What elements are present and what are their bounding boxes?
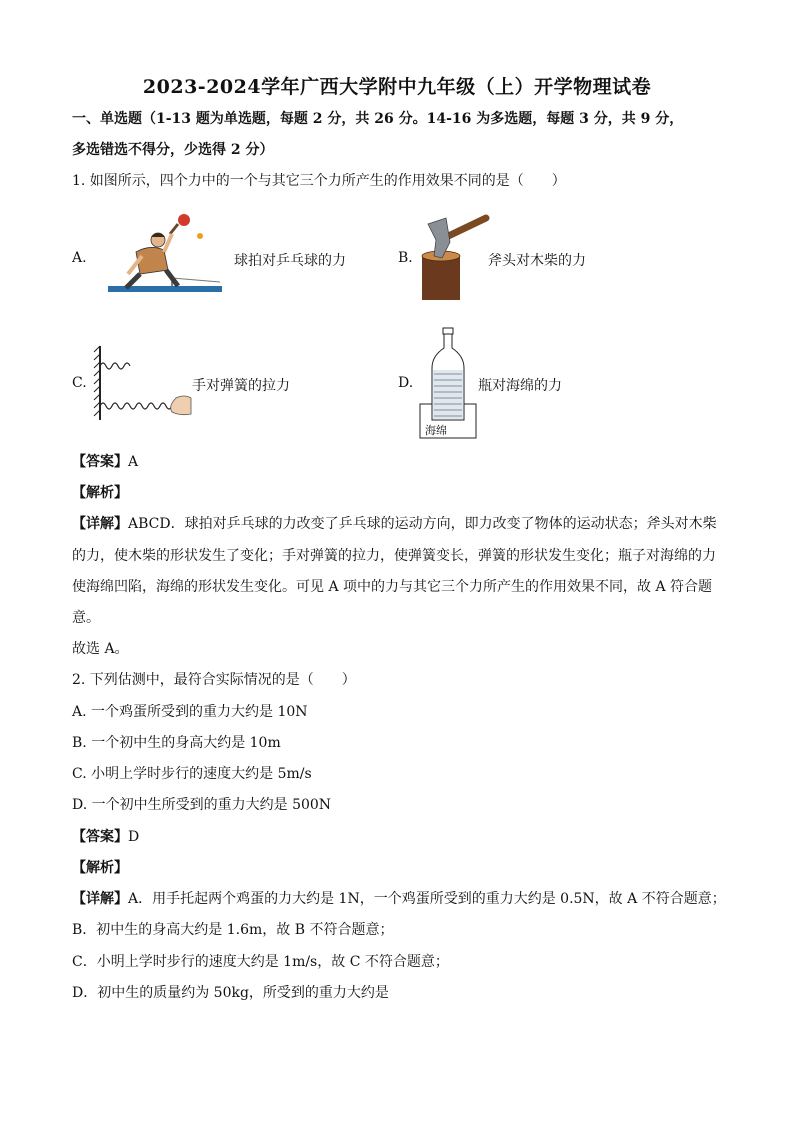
q2-detail-line-4: D．初中生的质量约为 50kg，所受到的重力大约是 — [72, 985, 389, 1001]
detail-label: 【详解】 — [72, 891, 128, 907]
page-title: 2023-2024学年广西大学附中九年级（上）开学物理试卷 — [142, 76, 652, 98]
question-2-stem: 2. 下列估测中，最符合实际情况的是（ ） — [72, 672, 356, 688]
answer-label: 【答案】 — [72, 829, 128, 845]
sponge-label: 海绵 — [425, 424, 447, 437]
option-a-caption: 球拍对乒乓球的力 — [234, 253, 346, 269]
table-tennis-player-icon — [106, 212, 224, 300]
question-2-option-b: B. 一个初中生的身高大约是 10m — [72, 735, 281, 751]
detail-text: ABCD．球拍对乒乓球的力改变了乒乓球的运动方向，即力改变了物体的运动状态；斧头对木柴 — [128, 516, 717, 532]
question-1-conclusion: 故选 A。 — [72, 641, 129, 657]
detail-line-1 — [72, 514, 722, 534]
detail-text: A．用手托起两个鸡蛋的力大约是 1N，一个鸡蛋所受到的重力大约是 0.5N，故 A 不符合题意； — [128, 891, 726, 907]
section-heading-line-2: 多选错选不得分，少选得 2 分） — [72, 142, 274, 158]
answer-label: 【答案】 — [72, 454, 128, 470]
answer-value: A — [128, 454, 139, 470]
question-1-stem: 1. 如图所示，四个力中的一个与其它三个力所产生的作用效果不同的是（ ） — [72, 173, 566, 189]
option-b-caption: 斧头对木柴的力 — [488, 253, 586, 269]
answer-value: D — [128, 829, 140, 845]
section-heading-line-1: 一、单选题（1-13 题为单选题，每题 2 分，共 26 分。14-16 为多选题，每题 3 分，共 9 分， — [72, 111, 684, 127]
option-b-letter: B. — [398, 250, 413, 266]
question-1-answer — [72, 452, 722, 472]
question-2-answer — [72, 827, 722, 847]
detail-label: 【详解】 — [72, 516, 128, 532]
axe-wood-icon — [416, 212, 496, 304]
question-2-option-d: D. 一个初中生所受到的重力大约是 500N — [72, 797, 332, 813]
detail-line-3: 使海绵凹陷，海绵的形状发生变化。可见 A 项中的力与其它三个力所产生的作用效果不同，故 A 符合题 — [72, 579, 713, 595]
detail-line-4: 意。 — [72, 610, 100, 626]
question-2-option-c: C. 小明上学时步行的速度大约是 5m/s — [72, 766, 312, 782]
option-d-caption: 瓶对海绵的力 — [478, 378, 562, 394]
spring-hand-icon — [92, 342, 192, 422]
analysis-label: 【解析】 — [72, 485, 128, 501]
question-2-option-a: A. 一个鸡蛋所受到的重力大约是 10N — [72, 704, 308, 720]
option-c-caption: 手对弹簧的拉力 — [192, 378, 290, 394]
detail-line-2: 的力，使木柴的形状发生了变化；手对弹簧的拉力，使弹簧变长，弹簧的形状发生变化；瓶子对海绵的力 — [72, 548, 716, 564]
q2-detail-line-2: B．初中生的身高大约是 1.6m，故 B 不符合题意； — [72, 922, 394, 938]
analysis-label: 【解析】 — [72, 860, 128, 876]
q2-detail-line-1 — [72, 889, 726, 909]
q2-detail-line-3: C．小明上学时步行的速度大约是 1m/s，故 C 不符合题意； — [72, 954, 449, 970]
option-a-letter: A. — [72, 250, 87, 266]
option-d-letter: D. — [398, 375, 414, 391]
option-c-letter: C. — [72, 375, 87, 391]
